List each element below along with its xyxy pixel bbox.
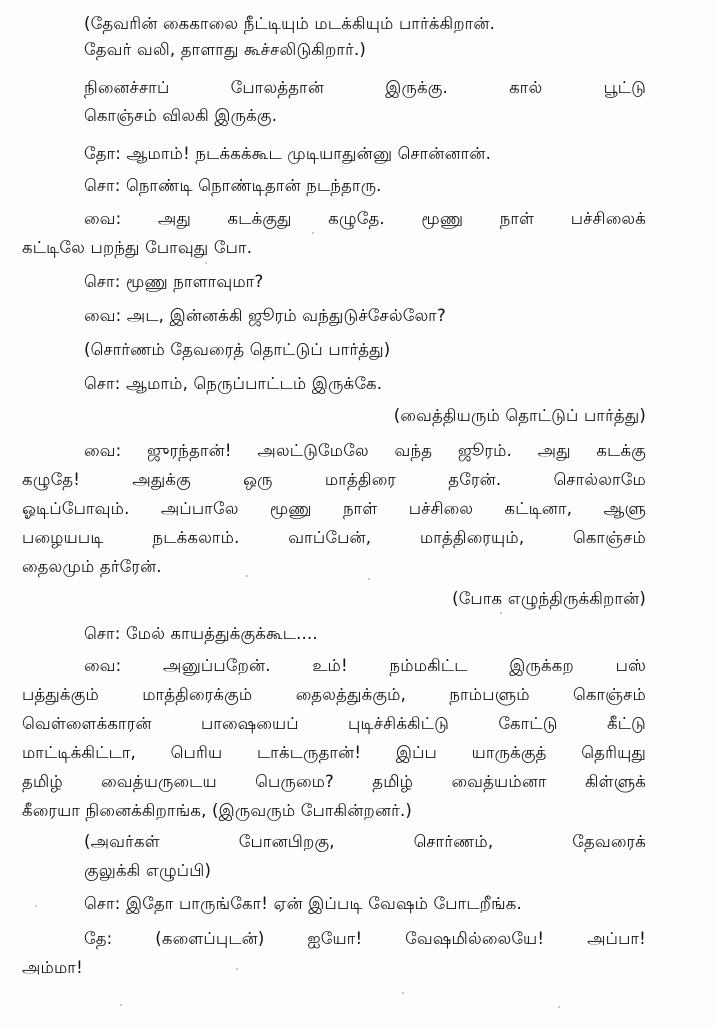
stage-direction-line: (தேவரின் கைகாலை நீட்டியும் மடக்கியும் பார்க்கிறான். — [84, 14, 496, 33]
stage-direction-line: தேவர் வலி, தாளாது கூச்சலிடுகிறார்.) — [84, 40, 367, 59]
stage-direction-line: (அவர்கள் போனபிறகு, சொர்ணம், தேவரைக் — [84, 832, 646, 851]
scan-speck — [35, 905, 37, 907]
dialogue-line: அம்மா! — [22, 958, 83, 977]
dialogue-line: சொ: மேல் காயத்துக்குக்கூட.... — [84, 624, 318, 643]
scan-speck — [236, 968, 238, 970]
dialogue-line: வை: அது கடக்குது கழுதே. மூணு நாள் பச்சிலைக் — [84, 209, 646, 228]
scan-speck — [120, 1004, 122, 1006]
stage-direction-line: (போக எழுந்திருக்கிறான்) — [452, 589, 646, 608]
dialogue-line: கழுதே! அதுக்கு ஒரு மாத்திரை தரேன். சொல்லாமே — [22, 470, 646, 489]
stage-direction-line: (சொர்ணம் தேவரைத் தொட்டுப் பார்த்து) — [84, 340, 391, 359]
dialogue-line: கட்டிலே பறந்து போவுது போ. — [22, 238, 253, 257]
dialogue-line: பழையபடி நடக்கலாம். வாப்பேன், மாத்திரையும், கொஞ்சம் — [22, 528, 646, 547]
scan-speck — [368, 578, 370, 580]
scan-speck — [402, 992, 404, 994]
dialogue-line: தே: (களைப்புடன்) ஐயோ! வேஷமில்லையே! அப்பா! — [84, 929, 646, 948]
dialogue-line: மாட்டிக்கிட்டா, பெரிய டாக்டருதான்! இப்ப யாருக்குத் தெரியுது — [22, 743, 646, 762]
dialogue-line: பத்துக்கும் மாத்திரைக்கும் தைலத்துக்கும், நாம்பளும் கொஞ்சம் — [22, 685, 646, 704]
scan-speck — [205, 262, 207, 264]
stage-direction-line: (வைத்தியரும் தொட்டுப் பார்த்து) — [393, 406, 646, 425]
dialogue-line: வை: அனுப்பறேன். உம்! நம்மகிட்ட இருக்கற பஸ் — [84, 656, 646, 675]
dialogue-line: கொஞ்சம் விலகி இருக்கு. — [84, 106, 278, 125]
dialogue-line: சொ: மூணு நாளாவுமா? — [84, 272, 264, 291]
dialogue-line: தமிழ் வைத்யருடைய பெருமை? தமிழ் வைத்யம்னா கிள்ளுக் — [22, 772, 646, 791]
dialogue-line: வை: ஜுரந்தான்! அலட்டுமேலே வந்த ஜூரம். அது கடக்கு — [84, 441, 646, 460]
stage-direction-line: குலுக்கி எழுப்பி) — [84, 861, 212, 880]
scan-speck — [312, 232, 314, 234]
dialogue-line: தோ: ஆமாம்! நடக்கக்கூட முடியாதுன்னு சொன்னான். — [84, 144, 492, 163]
dialogue-line: சொ: ஆமாம், நெருப்பாட்டம் இருக்கே. — [84, 374, 383, 393]
dialogue-line: கீரையா நினைக்கிறாங்க, (இருவரும் போகின்றனர்.) — [22, 801, 413, 820]
dialogue-line: ஓடிப்போவும். அப்பாலே மூணு நாள் பச்சிலை கட்டினா, ஆளு — [22, 499, 646, 518]
scan-speck — [558, 1006, 560, 1008]
dialogue-line: சொ: இதோ பாருங்கோ! ஏன் இப்படி வேஷம் போடறீங்க. — [84, 894, 522, 913]
dialogue-line: தைலமும் தர்ரேன். — [22, 557, 162, 576]
scan-speck — [246, 575, 248, 577]
scan-speck — [500, 612, 502, 614]
dialogue-line: வெள்ளைக்காரன் பாஷையைப் புடிச்சிக்கிட்டு கோட்டு கீட்டு — [22, 714, 646, 733]
dialogue-line: சொ: நொண்டி நொண்டிதான் நடந்தாரு. — [84, 176, 382, 195]
dialogue-line: நினைச்சாப் போலத்தான் இருக்கு. கால் பூட்டு — [84, 78, 646, 97]
dialogue-line: வை: அட, இன்னக்கி ஜூரம் வந்துடுச்சேல்லோ? — [84, 306, 446, 325]
